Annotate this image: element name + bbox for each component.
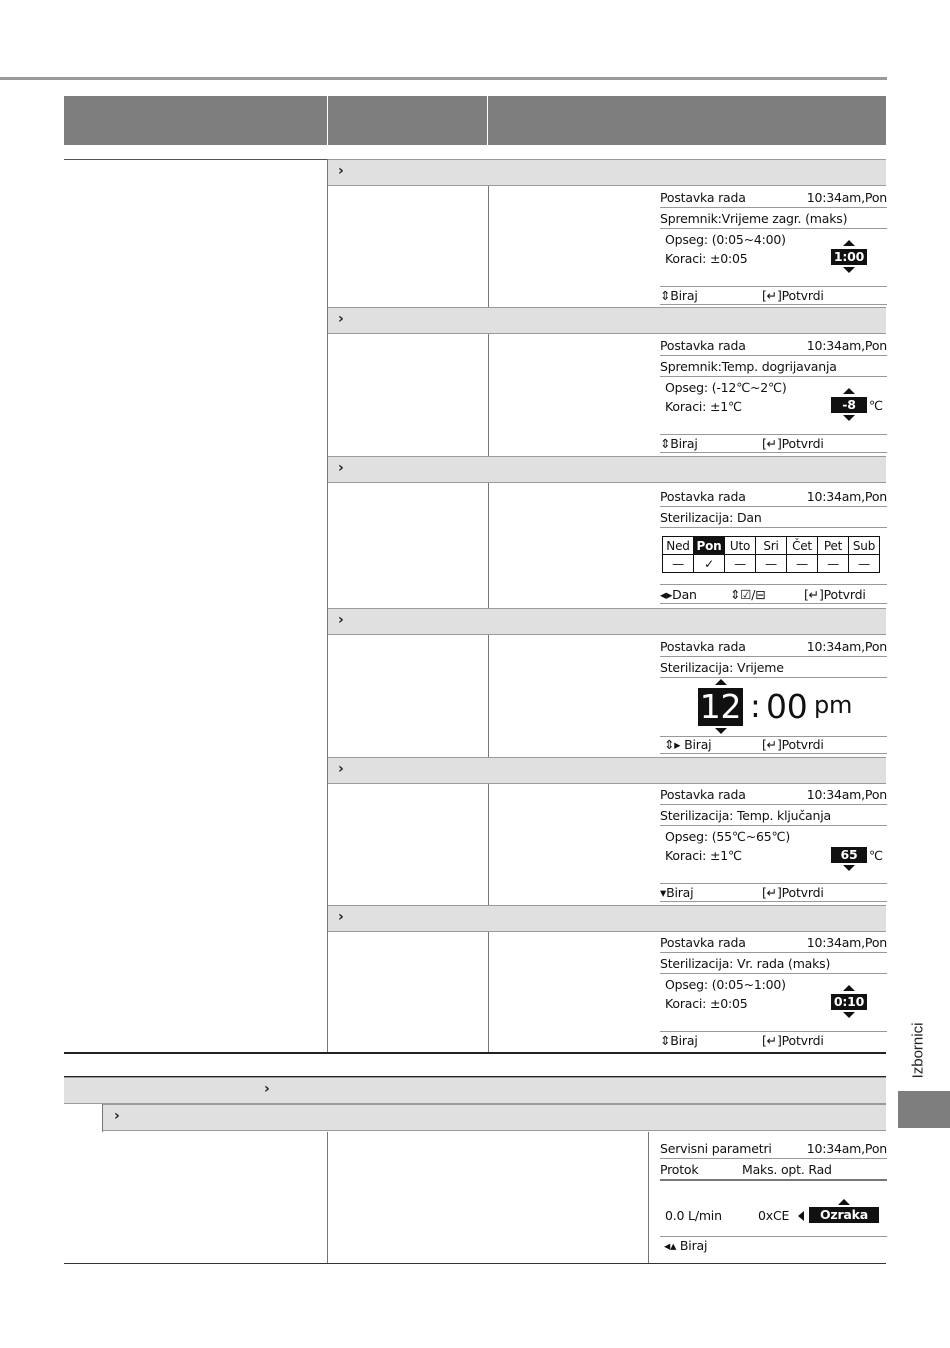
sub-row-bar [328,159,886,186]
range-text: Opseg: (0:05~4:00) [665,232,786,247]
sub-row-bar [328,456,886,483]
code-value: 0xCE [758,1208,790,1223]
column-divider [327,1132,328,1263]
top-rule [0,77,887,80]
table-bottom-rule [64,1052,886,1054]
footer-left: ▾Biraj [660,885,694,900]
screen-subtitle: Sterilizacija: Temp. ključanja [660,808,831,823]
screen-title: Postavka rada [660,787,746,802]
footer-right: [↵]Potvrdi [762,737,824,752]
unit-label: ℃ [869,848,883,863]
day-cell[interactable]: Sub [849,537,880,555]
screen-title: Postavka rada [660,489,746,504]
screen-time: 10:34am,Pon [806,338,887,353]
screen-subtitle: Sterilizacija: Dan [660,510,762,525]
chevron-right-icon: › [338,163,344,179]
sub-row-bar [328,307,886,334]
value-box: 1:00 [831,249,867,265]
table-header-cell-2 [328,96,487,145]
minute-value: 00 [766,687,808,726]
chevron-right-icon: › [114,1108,120,1124]
arrow-down-icon [843,415,855,421]
lcd-screen [660,639,887,755]
screen-time: 10:34am,Pon [806,489,887,504]
footer-mid: ⇕☑/⊟ [730,587,766,602]
screen-title: Postavka rada [660,935,746,950]
footer-right: [↵]Potvrdi [762,288,824,303]
steps-text: Koraci: ±0:05 [665,996,748,1011]
range-text: Opseg: (55℃~65℃) [665,829,791,844]
sub-row-bar [328,757,886,784]
footer-right: [↵]Potvrdi [762,885,824,900]
side-tab-marker [898,1091,950,1128]
sub-row-bar [328,905,886,932]
chevron-right-icon: › [338,761,344,777]
section-bar [64,1077,886,1104]
day-mark: — [849,555,880,573]
screen-title: Servisni parametri [660,1141,772,1156]
arrow-up-icon [838,1199,850,1205]
day-mark: ✓ [694,555,725,573]
value-box: -8 [831,397,867,413]
lcd-screen [660,190,887,306]
screen-time: 10:34am,Pon [806,935,887,950]
table-header-cell-3 [488,96,886,145]
arrow-up-icon [843,240,855,246]
arrow-up-icon [843,388,855,394]
value-box: 0:10 [831,994,867,1010]
screen-time: 10:34am,Pon [806,787,887,802]
value-box: Ozraka [809,1207,879,1223]
screen-title: Postavka rada [660,639,746,654]
arrow-down-icon [715,728,727,734]
screen-subtitle: Sterilizacija: Vrijeme [660,660,784,675]
lcd-screen [660,935,887,1051]
arrow-down-icon [843,865,855,871]
sub-row-bar [328,608,886,635]
flow-value: 0.0 L/min [665,1208,722,1223]
arrow-up-icon [715,679,727,685]
steps-text: Koraci: ±1℃ [665,848,742,863]
day-mark: — [818,555,849,573]
day-mark: — [663,555,694,573]
day-cell[interactable]: Uto [725,537,756,555]
footer-right: [↵]Potvrdi [762,436,824,451]
arrow-up-icon [843,985,855,991]
day-cell-selected[interactable]: Pon [694,537,725,555]
chevron-right-icon: › [338,612,344,628]
column-divider [102,1104,103,1132]
lcd-screen [660,338,887,454]
arrow-left-icon [798,1211,804,1221]
hour-box: 12 [699,687,742,726]
day-cell[interactable]: Sri [756,537,787,555]
sub-row-bar [102,1104,886,1131]
footer-left: ◂▸Dan [660,587,697,602]
screen-time: 10:34am,Pon [806,190,887,205]
screen-subtitle: Spremnik:Vrijeme zagr. (maks) [660,211,848,226]
column-label: Maks. opt. Rad [742,1162,832,1177]
value-box: 65 [831,847,867,863]
arrow-down-icon [843,1012,855,1018]
day-cell[interactable]: Čet [787,537,818,555]
screen-subtitle: Spremnik:Temp. dogrijavanja [660,359,837,374]
day-cell[interactable]: Pet [818,537,849,555]
footer-left: ⇕Biraj [660,1033,698,1048]
arrow-down-icon [843,267,855,273]
day-mark: — [725,555,756,573]
day-cell[interactable]: Ned [663,537,694,555]
day-table [662,536,880,573]
screen-time: 10:34am,Pon [806,639,887,654]
screen-title: Postavka rada [660,190,746,205]
range-text: Opseg: (0:05~1:00) [665,977,786,992]
footer-left: ◂▴ Biraj [664,1238,708,1253]
unit-label: ℃ [869,398,883,413]
screen-title: Postavka rada [660,338,746,353]
screen-time: 10:34am,Pon [806,1141,887,1156]
table-header-cell-1 [64,96,327,145]
day-mark: — [787,555,818,573]
chevron-right-icon: › [338,311,344,327]
time-separator: : [750,687,761,725]
footer-left: ⇕Biraj [660,436,698,451]
steps-text: Koraci: ±1℃ [665,399,742,414]
lcd-screen [660,787,887,903]
footer-right: [↵]Potvrdi [762,1033,824,1048]
side-tab-label: Izbornici [909,1022,927,1078]
table-bottom-rule [64,1263,886,1264]
footer-left: ⇕Biraj [660,288,698,303]
chevron-right-icon: › [338,460,344,476]
service-lcd-screen [660,1141,887,1259]
ampm-value: pm [814,691,853,719]
day-mark: — [756,555,787,573]
footer-right: [↵]Potvrdi [804,587,866,602]
header-underline [64,159,327,160]
column-divider [648,1132,649,1263]
chevron-right-icon: › [264,1081,270,1097]
lcd-screen [660,489,887,605]
column-label: Protok [660,1162,699,1177]
chevron-right-icon: › [338,909,344,925]
footer-left: ⇕▸ Biraj [664,737,712,752]
range-text: Opseg: (-12℃~2℃) [665,380,787,395]
screen-subtitle: Sterilizacija: Vr. rada (maks) [660,956,831,971]
steps-text: Koraci: ±0:05 [665,251,748,266]
